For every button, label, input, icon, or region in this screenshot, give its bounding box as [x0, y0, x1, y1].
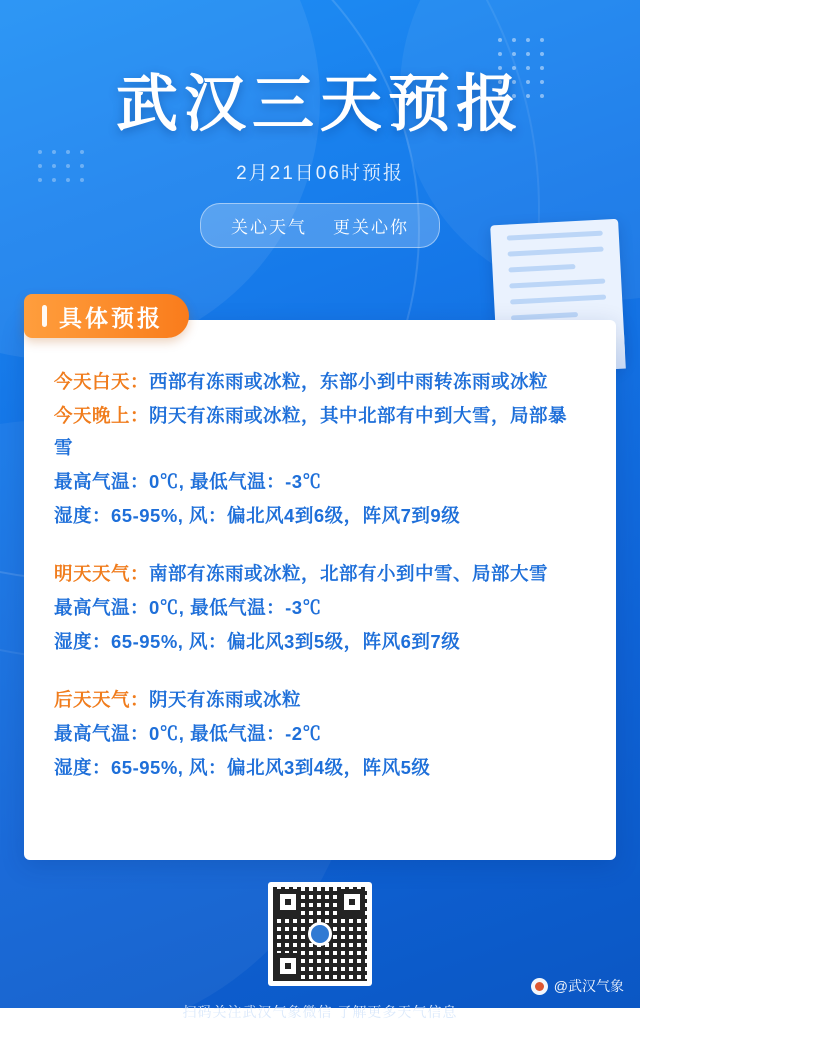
forecast-row-label: 明天天气： — [54, 563, 150, 584]
forecast-row — [54, 592, 586, 624]
watermark — [531, 976, 624, 996]
forecast-row-value: 0℃, 最低气温：-3℃ — [149, 597, 322, 618]
tag-bar-icon — [42, 305, 47, 327]
forecast-row — [54, 684, 586, 716]
section-tag-detailed-forecast — [24, 294, 189, 338]
forecast-row-label: 今天白天： — [54, 371, 150, 392]
forecast-row — [54, 466, 586, 498]
forecast-row — [54, 400, 586, 464]
forecast-row — [54, 366, 586, 398]
forecast-block-tomorrow — [54, 558, 586, 658]
qr-finder-icon — [275, 953, 301, 979]
forecast-block-day-after — [54, 684, 586, 784]
forecast-row-label: 湿度： — [54, 505, 112, 526]
forecast-row — [54, 718, 586, 750]
paper-line — [509, 279, 605, 289]
forecast-timestamp: 2月21日06时预报 — [236, 163, 404, 184]
forecast-row-label: 最高气温： — [54, 471, 150, 492]
forecast-row — [54, 752, 586, 784]
forecast-row-value: 65-95%, 风：偏北风4到6级，阵风7到9级 — [111, 505, 461, 526]
forecast-row-label: 最高气温： — [54, 723, 150, 744]
forecast-row-value: 65-95%, 风：偏北风3到4级，阵风5级 — [111, 757, 431, 778]
watermark-label: @武汉气象 — [553, 978, 624, 994]
forecast-row — [54, 500, 586, 532]
slogan-left: 关心天气 — [231, 218, 307, 237]
paper-line — [508, 247, 604, 257]
forecast-row-label: 最高气温： — [54, 597, 150, 618]
qr-logo-icon — [308, 922, 332, 946]
slogan-right: 更关心你 — [333, 218, 409, 237]
forecast-row-value: 65-95%, 风：偏北风3到5级，阵风6到7级 — [111, 631, 461, 652]
qr-finder-icon — [275, 889, 301, 915]
forecast-card — [24, 320, 616, 860]
forecast-row-value: 阴天有冻雨或冰粒 — [149, 689, 302, 710]
slogan-pill — [200, 203, 440, 248]
forecast-row-label: 今天晚上： — [54, 405, 150, 426]
paper-line — [510, 294, 606, 304]
qr-finder-icon — [339, 889, 365, 915]
forecast-row-value: 阴天有冻雨或冰粒，其中北部有中到大雪，局部暴雪 — [54, 405, 568, 458]
forecast-row — [54, 626, 586, 658]
forecast-row-label: 湿度： — [54, 757, 112, 778]
paper-line — [508, 264, 575, 272]
qr-code[interactable] — [268, 882, 372, 986]
forecast-row-value: 西部有冻雨或冰粒，东部小到中雨转冻雨或冰粒 — [149, 371, 549, 392]
footer-note: 扫码关注武汉气象微信 了解更多天气信息 — [182, 1004, 458, 1020]
page-title: 武汉三天预报 — [115, 70, 524, 139]
qr-code-image — [273, 887, 367, 981]
forecast-block-today — [54, 366, 586, 532]
section-tag-label: 具体预报 — [59, 304, 163, 331]
poster-header — [0, 0, 640, 248]
forecast-row-label: 后天天气： — [54, 689, 150, 710]
forecast-row — [54, 558, 586, 590]
forecast-row-value: 0℃, 最低气温：-3℃ — [149, 471, 322, 492]
weibo-logo-icon — [531, 978, 548, 995]
forecast-row-value: 0℃, 最低气温：-2℃ — [149, 723, 322, 744]
forecast-row-label: 湿度： — [54, 631, 112, 652]
forecast-row-value: 南部有冻雨或冰粒，北部有小到中雪、局部大雪 — [149, 563, 549, 584]
